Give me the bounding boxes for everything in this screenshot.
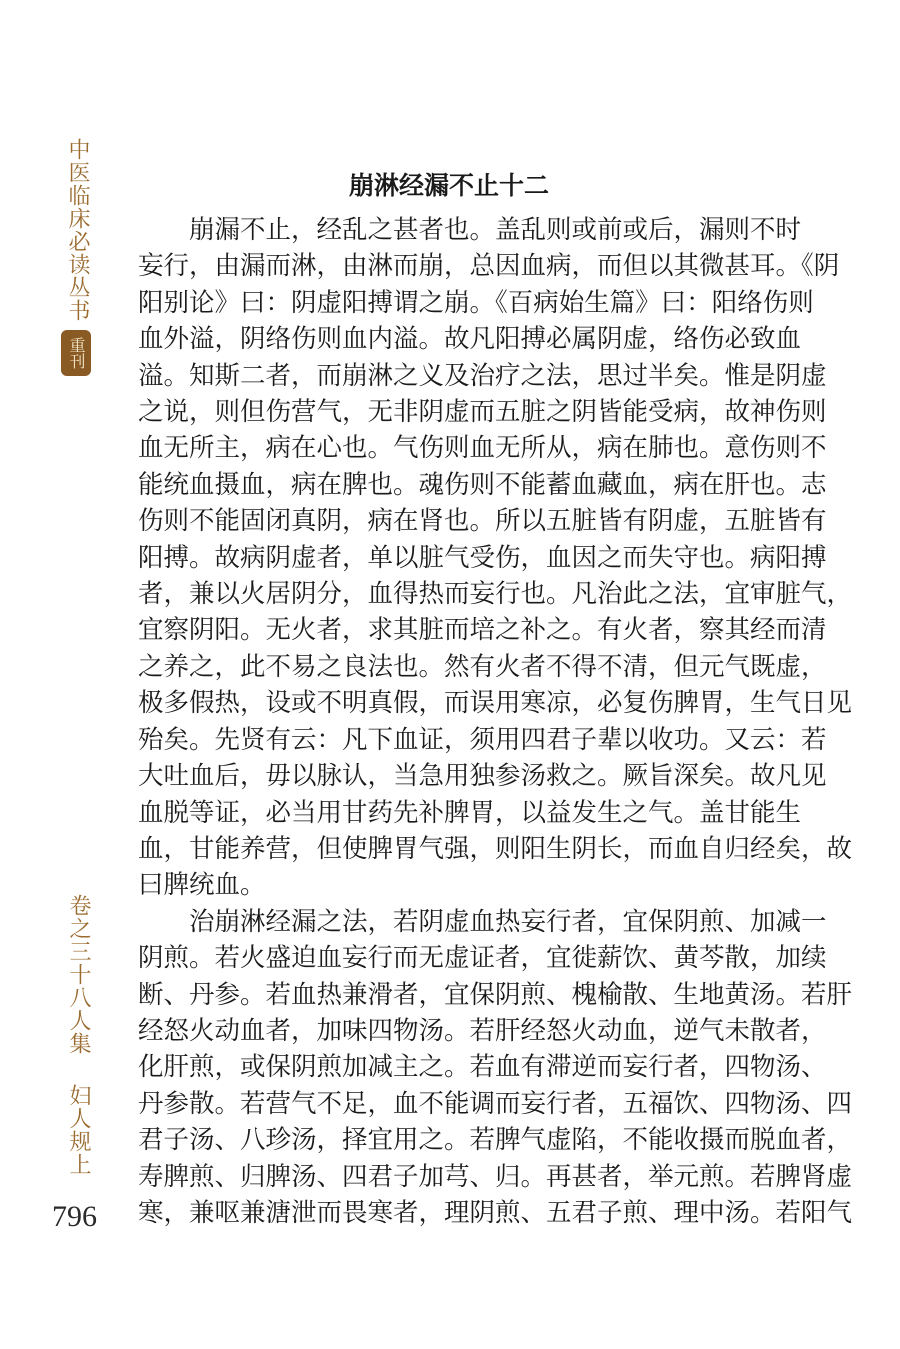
text-line: 溢。知斯二者，而崩淋之义及治疗之法，思过半矣。惟是阴虚 — [138, 360, 827, 391]
paragraph-2 — [138, 904, 853, 1232]
text-line: 经怒火动血者，加味四物汤。若肝经怒火动血，逆气未散者， — [138, 1015, 827, 1046]
text-line: 寒，兼呕兼溏泄而畏寒者，理阴煎、五君子煎、理中汤。若阳气 — [138, 1197, 853, 1228]
text-line: 君子汤、八珍汤，择宜用之。若脾气虚陷，不能收摄而脱血者， — [138, 1125, 853, 1156]
volume-label: 卷之三十八人集 — [66, 894, 91, 1055]
text-line: 之说，则但伤营气，无非阴虚而五脏之阴皆能受病，故神伤则 — [138, 397, 827, 428]
text-line: 血无所主，病在心也。气伤则血无所从，病在肺也。意伤则不 — [138, 433, 827, 464]
text-line: 宜察阴阳。无火者，求其脏而培之补之。有火者，察其经而清 — [138, 615, 827, 646]
text-line: 大吐血后，毋以脉认，当急用独参汤救之。厥旨深矣。故凡见 — [138, 761, 827, 792]
section-label: 妇人规上 — [66, 1084, 91, 1176]
text-line: 阴煎。若火盛迫血妄行而无虚证者，宜徙薪饮、黄芩散，加续 — [138, 943, 827, 974]
text-line: 治崩淋经漏之法，若阴虚血热妄行者，宜保阴煎、加减一 — [189, 906, 827, 937]
text-line: 之养之，此不易之良法也。然有火者不得不清，但元气既虚， — [138, 651, 827, 682]
body-text — [138, 212, 853, 1231]
text-line: 曰脾统血。 — [138, 870, 266, 901]
text-line: 者，兼以火居阴分，血得热而妄行也。凡治此之法，宜审脏气， — [138, 579, 853, 610]
series-title: 中医临床必读丛书 — [65, 138, 90, 322]
text-line: 血外溢，阴络伤则血内溢。故凡阳搏必属阴虚，络伤必致血 — [138, 324, 802, 355]
text-line: 丹参散。若营气不足，血不能调而妄行者，五福饮、四物汤、四 — [138, 1088, 853, 1119]
text-line: 伤则不能固闭真阴，病在肾也。所以五脏皆有阴虚，五脏皆有 — [138, 506, 827, 537]
paragraph-1 — [138, 212, 853, 904]
text-line: 阳搏。故病阴虚者，单以脏气受伤，血因之而失守也。病阳搏 — [138, 542, 827, 573]
text-line: 化肝煎，或保阴煎加减主之。若血有滞逆而妄行者，四物汤、 — [138, 1052, 827, 1083]
text-line: 妄行，由漏而淋，由淋而崩，总因血病，而但以其微甚耳。《阴 — [138, 251, 840, 282]
text-line: 血脱等证，必当用甘药先补脾胃，以益发生之气。盖甘能生 — [138, 797, 802, 828]
text-line: 断、丹参。若血热兼滑者，宜保阴煎、槐榆散、生地黄汤。若肝 — [138, 979, 853, 1010]
text-line: 血，甘能养营，但使脾胃气强，则阳生阴长，而血自归经矣，故 — [138, 833, 853, 864]
page-number: 796 — [52, 1200, 97, 1233]
seal-badge: 重刊 — [61, 330, 91, 376]
text-line: 阳别论》曰：阴虚阳搏谓之崩。《百病始生篇》曰：阳络伤则 — [138, 287, 814, 318]
chapter-title: 崩淋经漏不止十二 — [348, 171, 549, 200]
text-line: 崩漏不止，经乱之甚者也。盖乱则或前或后，漏则不时 — [189, 215, 802, 245]
text-line: 殆矣。先贤有云：凡下血证，须用四君子辈以收功。又云：若 — [138, 724, 827, 755]
text-line: 能统血摄血，病在脾也。魂伤则不能蓄血藏血，病在肝也。志 — [138, 469, 827, 500]
text-line: 极多假热，设或不明真假，而误用寒凉，必复伤脾胃，生气日见 — [138, 688, 853, 719]
text-line: 寿脾煎、归脾汤、四君子加芎、归。再甚者，举元煎。若脾肾虚 — [138, 1161, 853, 1192]
